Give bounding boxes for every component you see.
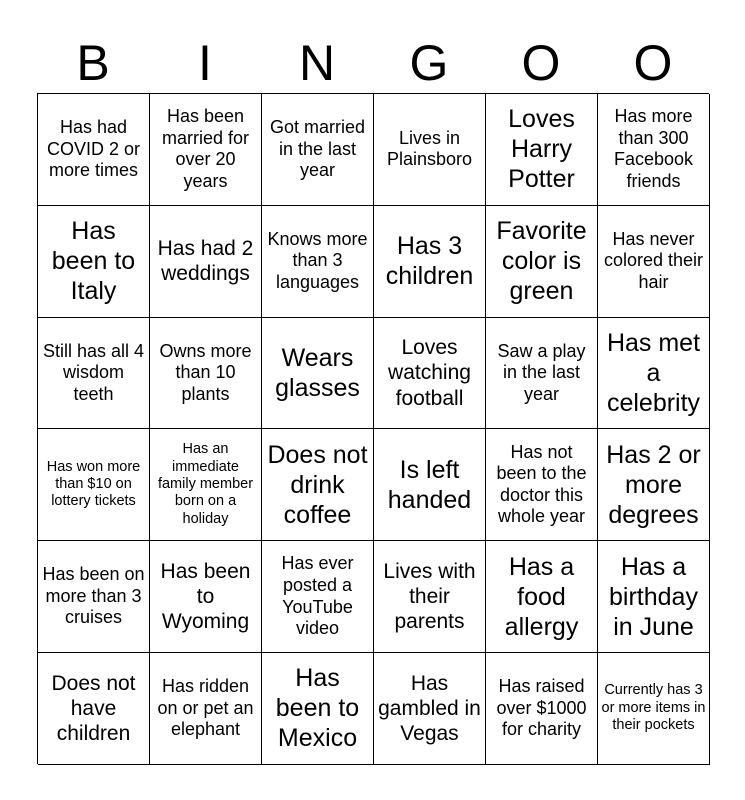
bingo-cell[interactable] [486, 653, 598, 765]
bingo-cell[interactable] [486, 541, 598, 653]
bingo-cell[interactable] [38, 318, 150, 430]
bingo-cell[interactable] [486, 318, 598, 430]
bingo-cell[interactable] [598, 94, 710, 206]
bingo-cell[interactable] [262, 206, 374, 318]
bingo-cell[interactable] [486, 94, 598, 206]
header-letter: O [633, 35, 673, 91]
bingo-cell-text: Has raised over $1000 for charity [496, 675, 587, 740]
bingo-cell-text: Has won more than $10 on lottery tickets [46, 458, 141, 510]
bingo-cell-text: Has been married for over 20 years [161, 106, 250, 191]
bingo-cell-text: Favorite color is green [496, 217, 587, 306]
bingo-cell-text: Loves Harry Potter [508, 105, 575, 194]
bingo-cell[interactable] [598, 318, 710, 430]
bingo-cell-text: Has been on more than 3 cruises [42, 564, 145, 628]
bingo-cell-text: Saw a play in the last year [497, 340, 586, 404]
bingo-cell-text: Has had 2 weddings [157, 237, 254, 286]
bingo-cell-text: Has been to Italy [51, 217, 136, 306]
bingo-cell-text: Owns more than 10 plants [159, 340, 252, 404]
bingo-cell[interactable] [150, 653, 262, 765]
bingo-cell-text: Has 2 or more degrees [606, 440, 701, 529]
bingo-cell-text: Has ever posted a YouTube video [281, 553, 354, 639]
bingo-cell[interactable] [38, 653, 150, 765]
bingo-header [37, 30, 709, 96]
header-letter: B [76, 35, 110, 91]
bingo-cell[interactable] [374, 541, 486, 653]
bingo-cell-text: Has an immediate family member born on a holiday [157, 441, 254, 527]
bingo-cell[interactable] [374, 318, 486, 430]
bingo-cell-text: Has 3 children [385, 232, 474, 291]
bingo-cell[interactable] [38, 94, 150, 206]
bingo-cell[interactable] [486, 206, 598, 318]
bingo-cell-text: Lives with their parents [383, 559, 476, 634]
bingo-cell[interactable] [262, 94, 374, 206]
bingo-cell-text: Wears glasses [275, 343, 360, 402]
bingo-cell[interactable] [150, 541, 262, 653]
bingo-cell-text: Currently has 3 or more items in their pockets [601, 682, 706, 734]
bingo-cell-text: Has been to Mexico [275, 664, 360, 753]
bingo-cell-text: Got married in the last year [269, 117, 366, 181]
bingo-cell[interactable] [374, 653, 486, 765]
bingo-cell-text: Is left handed [387, 455, 472, 514]
bingo-cell[interactable] [150, 429, 262, 541]
bingo-cell-text: Knows more than 3 languages [267, 228, 368, 292]
bingo-cell[interactable] [486, 429, 598, 541]
bingo-cell[interactable] [598, 653, 710, 765]
bingo-cell-text: Does not drink coffee [267, 440, 368, 529]
bingo-cell[interactable] [38, 206, 150, 318]
bingo-cell[interactable] [38, 429, 150, 541]
bingo-cell-text: Has ridden on or pet an elephant [157, 675, 254, 740]
bingo-cell-text: Has had COVID 2 or more times [46, 117, 141, 181]
bingo-cell[interactable] [262, 541, 374, 653]
bingo-cell-text: Has been to Wyoming [160, 559, 251, 634]
bingo-cell-text: Has not been to the doctor this whole year [496, 441, 587, 527]
header-letter: G [409, 35, 449, 91]
bingo-cell[interactable] [150, 94, 262, 206]
bingo-cell-text: Does not have children [51, 671, 136, 745]
bingo-cell[interactable] [150, 318, 262, 430]
bingo-cell-text: Has met a celebrity [606, 328, 701, 417]
bingo-cell[interactable] [150, 206, 262, 318]
bingo-cell-text: Has never colored their hair [603, 228, 704, 292]
bingo-cell[interactable] [374, 94, 486, 206]
bingo-cell-text: Loves watching football [388, 336, 471, 410]
bingo-cell[interactable] [262, 429, 374, 541]
bingo-cell-text: Has gambled in Vegas [378, 671, 481, 745]
bingo-cell-text: Has a food allergy [504, 552, 579, 641]
bingo-cell[interactable] [38, 541, 150, 653]
header-letter: I [198, 35, 212, 91]
bingo-cell-text: Lives in Plainsboro [386, 127, 473, 170]
bingo-cell[interactable] [374, 429, 486, 541]
bingo-cell-text: Has a birthday in June [609, 552, 698, 641]
bingo-cell[interactable] [598, 429, 710, 541]
bingo-cell[interactable] [262, 653, 374, 765]
bingo-cell[interactable] [598, 541, 710, 653]
header-letter: O [521, 35, 561, 91]
bingo-cell[interactable] [598, 206, 710, 318]
bingo-cell[interactable] [262, 318, 374, 430]
bingo-cell[interactable] [374, 206, 486, 318]
bingo-cell-text: Still has all 4 wisdom teeth [42, 340, 145, 404]
bingo-board [37, 93, 709, 764]
header-letter: N [298, 35, 336, 91]
bingo-cell-text: Has more than 300 Facebook friends [613, 106, 694, 191]
